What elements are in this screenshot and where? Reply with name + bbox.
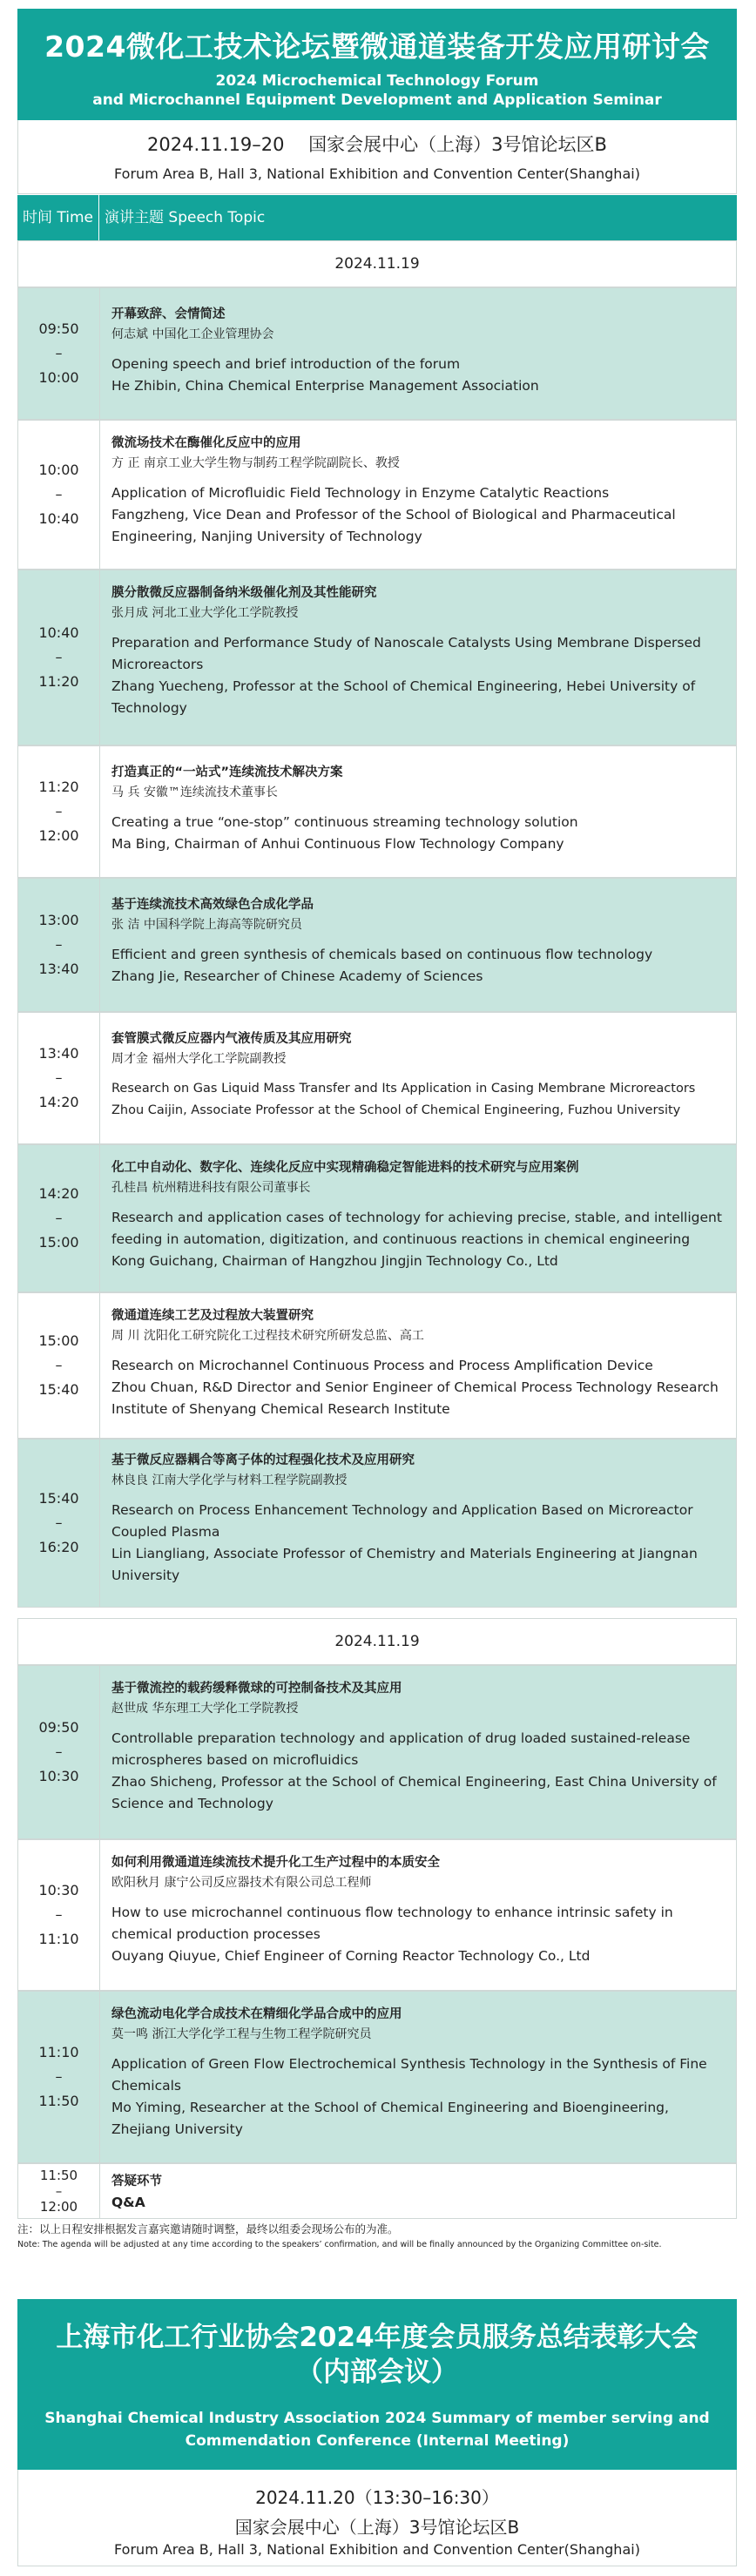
forum-title-en	[17, 71, 737, 110]
end-time: 15:00	[38, 1234, 79, 1251]
end-time: 10:00	[38, 369, 79, 386]
table-row	[17, 1991, 737, 2163]
topic-column-header: 演讲主题 Speech Topic	[105, 209, 266, 226]
time-dash: –	[55, 345, 63, 361]
start-time: 09:50	[38, 320, 79, 337]
conference-date-venue	[17, 2470, 737, 2566]
session-title-en: Efficient and green synthesis of chemicals based on continuous flow technology	[111, 947, 653, 962]
session-speaker-en: Lin Liangliang, Associate Professor of Chemistry and Materials Engineering at Jiangnan University	[111, 1546, 698, 1583]
time-dash: –	[55, 2183, 63, 2199]
day-divider-2: 2024.11.19	[17, 1618, 737, 1665]
session-title-zh: 答疑环节	[111, 2175, 162, 2188]
session-body	[111, 2171, 726, 2213]
start-time: 10:40	[38, 624, 79, 641]
session-title-en: Creating a true “one-stop” continuous streaming technology solution	[111, 814, 578, 830]
end-time: 11:20	[38, 673, 79, 690]
session-body	[111, 583, 726, 719]
conference-title-zh-line2: （内部会议）	[296, 2357, 458, 2388]
session-title-zh: 开幕致辞、会情简述	[111, 307, 226, 321]
session-time	[18, 1840, 100, 1990]
session-speaker-zh: 周才金 福州大学化工学院副教授	[111, 1052, 287, 1066]
session-title-en: Application of Green Flow Electrochemical Synthesis Technology in the Synthesis of Fine Chemicals	[111, 2056, 707, 2094]
session-body	[111, 1450, 726, 1587]
start-time: 15:00	[38, 1332, 79, 1349]
session-time	[18, 421, 100, 569]
start-time: 15:40	[38, 1490, 79, 1507]
day-divider-1: 2024.11.19	[17, 240, 737, 287]
session-speaker-zh: 方 正 南京工业大学生物与制药工程学院副院长、教授	[111, 456, 400, 470]
time-dash: –	[55, 2068, 63, 2085]
session-title-zh: 化工中自动化、数字化、连续化反应中实现精确稳定智能进料的技术研究与应用案例	[111, 1161, 579, 1175]
session-speaker-en: Zhou Caijin, Associate Professor at the School of Chemical Engineering, Fuzhou University	[111, 1103, 681, 1117]
start-time: 11:50	[39, 2168, 78, 2183]
session-time	[18, 879, 100, 1011]
forum-title-en-line1: 2024 Microchemical Technology Forum	[215, 72, 539, 90]
end-time: 13:40	[38, 961, 79, 977]
start-time: 10:30	[38, 1882, 79, 1898]
session-body	[111, 2004, 726, 2141]
session-title-en: How to use microchannel continuous flow technology to enhance intrinsic safety in chemical production processes	[111, 1905, 673, 1942]
session-speaker-zh: 赵世成 华东理工大学化工学院教授	[111, 1702, 299, 1716]
start-time: 09:50	[38, 1719, 79, 1736]
conference-venue-en: Forum Area B, Hall 3, National Exhibition and Convention Center(Shanghai)	[114, 2541, 640, 2558]
session-time	[18, 1440, 100, 1607]
session-title-zh: 微流场技术在酶催化反应中的应用	[111, 436, 301, 450]
table-row	[17, 287, 737, 420]
agenda-note	[17, 2221, 740, 2252]
table-row	[17, 745, 737, 878]
session-speaker-en: Zhang Yuecheng, Professor at the School of Chemical Engineering, Hebei University of Technology	[111, 678, 696, 716]
session-title-en: Application of Microfluidic Field Technology in Enzyme Catalytic Reactions	[111, 485, 610, 501]
session-time	[18, 570, 100, 745]
session-time	[18, 746, 100, 877]
session-speaker-en: Mo Yiming, Researcher at the School of Chemical Engineering and Bioengineering, Zhejiang University	[111, 2100, 669, 2137]
session-time	[18, 1293, 100, 1438]
session-title-zh: 基于微反应器耦合等离子体的过程强化技术及应用研究	[111, 1453, 415, 1467]
table-header	[17, 195, 737, 240]
session-speaker-en: Zhou Chuan, R&D Director and Senior Engineer of Chemical Process Technology Research Institute of Shenyang Chemical Research Institute	[111, 1379, 719, 1417]
session-speaker-en: Fangzheng, Vice Dean and Professor of the School of Biological and Pharmaceutical Engineering, Nanjing University of Technology	[111, 507, 676, 544]
agenda-note-en: Note: The agenda will be adjusted at any time according to the speakers’ confirmation, and will be finally announced by the Organizing Committee on-site.	[17, 2240, 662, 2249]
table-row	[17, 570, 737, 745]
table-row	[17, 1665, 737, 1839]
session-time	[18, 1666, 100, 1838]
session-body	[111, 1305, 726, 1420]
conference-title-zh-line1: 上海市化工行业协会2024年度会员服务总结表彰大会	[56, 2322, 699, 2353]
table-row	[17, 2163, 737, 2219]
session-speaker-en: Ouyang Qiuyue, Chief Engineer of Corning Reactor Technology Co., Ltd	[111, 1948, 591, 1964]
forum-date-venue-zh: 2024.11.19–20 国家会展中心（上海）3号馆论坛区B	[147, 134, 607, 155]
session-speaker-en: Ma Bing, Chairman of Anhui Continuous Flow Technology Company	[111, 836, 564, 852]
session-time	[18, 1145, 100, 1291]
table-row	[17, 420, 737, 570]
session-body	[111, 1028, 726, 1122]
session-title-en: Opening speech and brief introduction of the forum	[111, 356, 461, 372]
session-title-zh: 基于微流控的载药缓释微球的可控制备技术及其应用	[111, 1682, 402, 1696]
time-dash: –	[55, 1743, 63, 1760]
session-body	[111, 1678, 726, 1815]
start-time: 10:00	[38, 462, 79, 478]
time-dash: –	[55, 649, 63, 665]
end-time: 10:30	[38, 1768, 79, 1784]
session-speaker-zh: 马 兵 安徽™连续流技术董事长	[111, 786, 278, 799]
session-time	[18, 1992, 100, 2162]
session-body	[111, 894, 726, 988]
table-row	[17, 1012, 737, 1144]
session-title-zh: 打造真正的“一站式”连续流技术解决方案	[111, 765, 343, 779]
session-title-zh: 绿色流动电化学合成技术在精细化学品合成中的应用	[111, 2007, 402, 2021]
session-speaker-zh: 张月成 河北工业大学化工学院教授	[111, 606, 299, 620]
forum-title-zh: 2024微化工技术论坛暨微通道装备开发应用研讨会	[44, 30, 710, 64]
end-time: 14:20	[38, 1094, 79, 1110]
time-column-header: 时间 Time	[17, 195, 99, 240]
forum-date-venue	[17, 120, 737, 194]
session-speaker-zh: 孔桂昌 杭州精进科技有限公司董事长	[111, 1181, 311, 1195]
time-dash: –	[55, 486, 63, 502]
session-speaker-zh: 何志斌 中国化工企业管理协会	[111, 327, 274, 341]
session-title-en: Preparation and Performance Study of Nanoscale Catalysts Using Membrane Dispersed Microreactors	[111, 635, 701, 672]
conference-header	[17, 2299, 737, 2470]
session-title-zh: 套管膜式微反应器内气液传质及其应用研究	[111, 1032, 352, 1046]
session-speaker-en: Kong Guichang, Chairman of Hangzhou Jingjin Technology Co., Ltd	[111, 1253, 558, 1269]
session-speaker-en: Zhao Shicheng, Professor at the School of Chemical Engineering, East China University of Science and Technology	[111, 1774, 717, 1811]
table-row	[17, 1292, 737, 1439]
session-title-en: Research on Process Enhancement Technology and Application Based on Microreactor Coupled Plasma	[111, 1502, 693, 1540]
time-dash: –	[55, 1906, 63, 1923]
end-time: 16:20	[38, 1539, 79, 1555]
session-body	[111, 304, 726, 397]
conference-venue-zh: 国家会展中心（上海）3号馆论坛区B	[234, 2517, 520, 2538]
start-time: 13:00	[38, 912, 79, 928]
session-body	[111, 1852, 726, 1967]
session-speaker-zh: 莫一鸣 浙江大学化学工程与生物工程学院研究员	[111, 2027, 372, 2041]
conference-title-zh	[17, 2320, 737, 2390]
start-time: 11:10	[38, 2044, 79, 2060]
table-row	[17, 878, 737, 1012]
session-speaker-zh: 周 川 沈阳化工研究院化工过程技术研究所研发总监、高工	[111, 1329, 424, 1343]
session-title-zh: 基于连续流技术高效绿色合成化学品	[111, 898, 314, 912]
session-title-en: Research on Gas Liquid Mass Transfer and Its Application in Casing Membrane Microreactors	[111, 1082, 696, 1096]
session-speaker-en: He Zhibin, China Chemical Enterprise Management Association	[111, 378, 539, 394]
time-dash: –	[55, 803, 63, 819]
session-title-en: Q&A	[111, 2195, 145, 2210]
session-title-zh: 膜分散微反应器制备纳米级催化剂及其性能研究	[111, 586, 377, 600]
end-time: 12:00	[39, 2199, 78, 2215]
session-time	[18, 288, 100, 419]
forum-title-en-line2: and Microchannel Equipment Development and Application Seminar	[92, 91, 662, 109]
conference-date: 2024.11.20（13:30–16:30）	[255, 2487, 499, 2508]
end-time: 10:40	[38, 510, 79, 527]
end-time: 11:50	[38, 2093, 79, 2109]
time-dash: –	[55, 1514, 63, 1531]
forum-venue-en: Forum Area B, Hall 3, National Exhibition and Convention Center(Shanghai)	[114, 165, 640, 182]
time-dash: –	[55, 936, 63, 953]
session-speaker-zh: 张 洁 中国科学院上海高等院研究员	[111, 918, 302, 932]
session-title-en: Research on Microchannel Continuous Process and Process Amplification Device	[111, 1358, 653, 1373]
end-time: 15:40	[38, 1381, 79, 1398]
session-speaker-en: Zhang Jie, Researcher of Chinese Academy of Sciences	[111, 968, 483, 984]
session-time	[18, 2164, 100, 2218]
start-time: 11:20	[38, 779, 79, 795]
forum-header	[17, 9, 737, 120]
start-time: 14:20	[38, 1185, 79, 1202]
end-time: 12:00	[38, 827, 79, 844]
start-time: 13:40	[38, 1045, 79, 1062]
end-time: 11:10	[38, 1931, 79, 1947]
conference-title-en: Shanghai Chemical Industry Association 2024 Summary of member serving and Commendation Conference (Internal Meeting)	[44, 2410, 710, 2450]
session-title-en: Controllable preparation technology and application of drug loaded sustained-release microspheres based on microfluidics	[111, 1730, 691, 1768]
session-body	[111, 433, 726, 548]
table-row	[17, 1144, 737, 1292]
time-dash: –	[55, 1069, 63, 1086]
session-body	[111, 762, 726, 855]
session-speaker-zh: 欧阳秋月 康宁公司反应器技术有限公司总工程师	[111, 1876, 372, 1890]
session-title-en: Research and application cases of technology for achieving precise, stable, and intelligent feeding in automation, digitization, and continuous reactions in chemical engineering	[111, 1210, 722, 1247]
session-title-zh: 如何利用微通道连续流技术提升化工生产过程中的本质安全	[111, 1856, 440, 1870]
session-speaker-zh: 林良良 江南大学化学与材料工程学院副教授	[111, 1473, 348, 1487]
table-row	[17, 1439, 737, 1608]
session-title-zh: 微通道连续工艺及过程放大装置研究	[111, 1309, 314, 1323]
time-dash: –	[55, 1357, 63, 1373]
agenda-note-zh: 注：以上日程安排根据发言嘉宾邀请随时调整，最终以组委会现场公布的为准。	[17, 2222, 399, 2235]
session-body	[111, 1157, 726, 1272]
session-time	[18, 1013, 100, 1143]
time-dash: –	[55, 1210, 63, 1226]
table-row	[17, 1839, 737, 1991]
